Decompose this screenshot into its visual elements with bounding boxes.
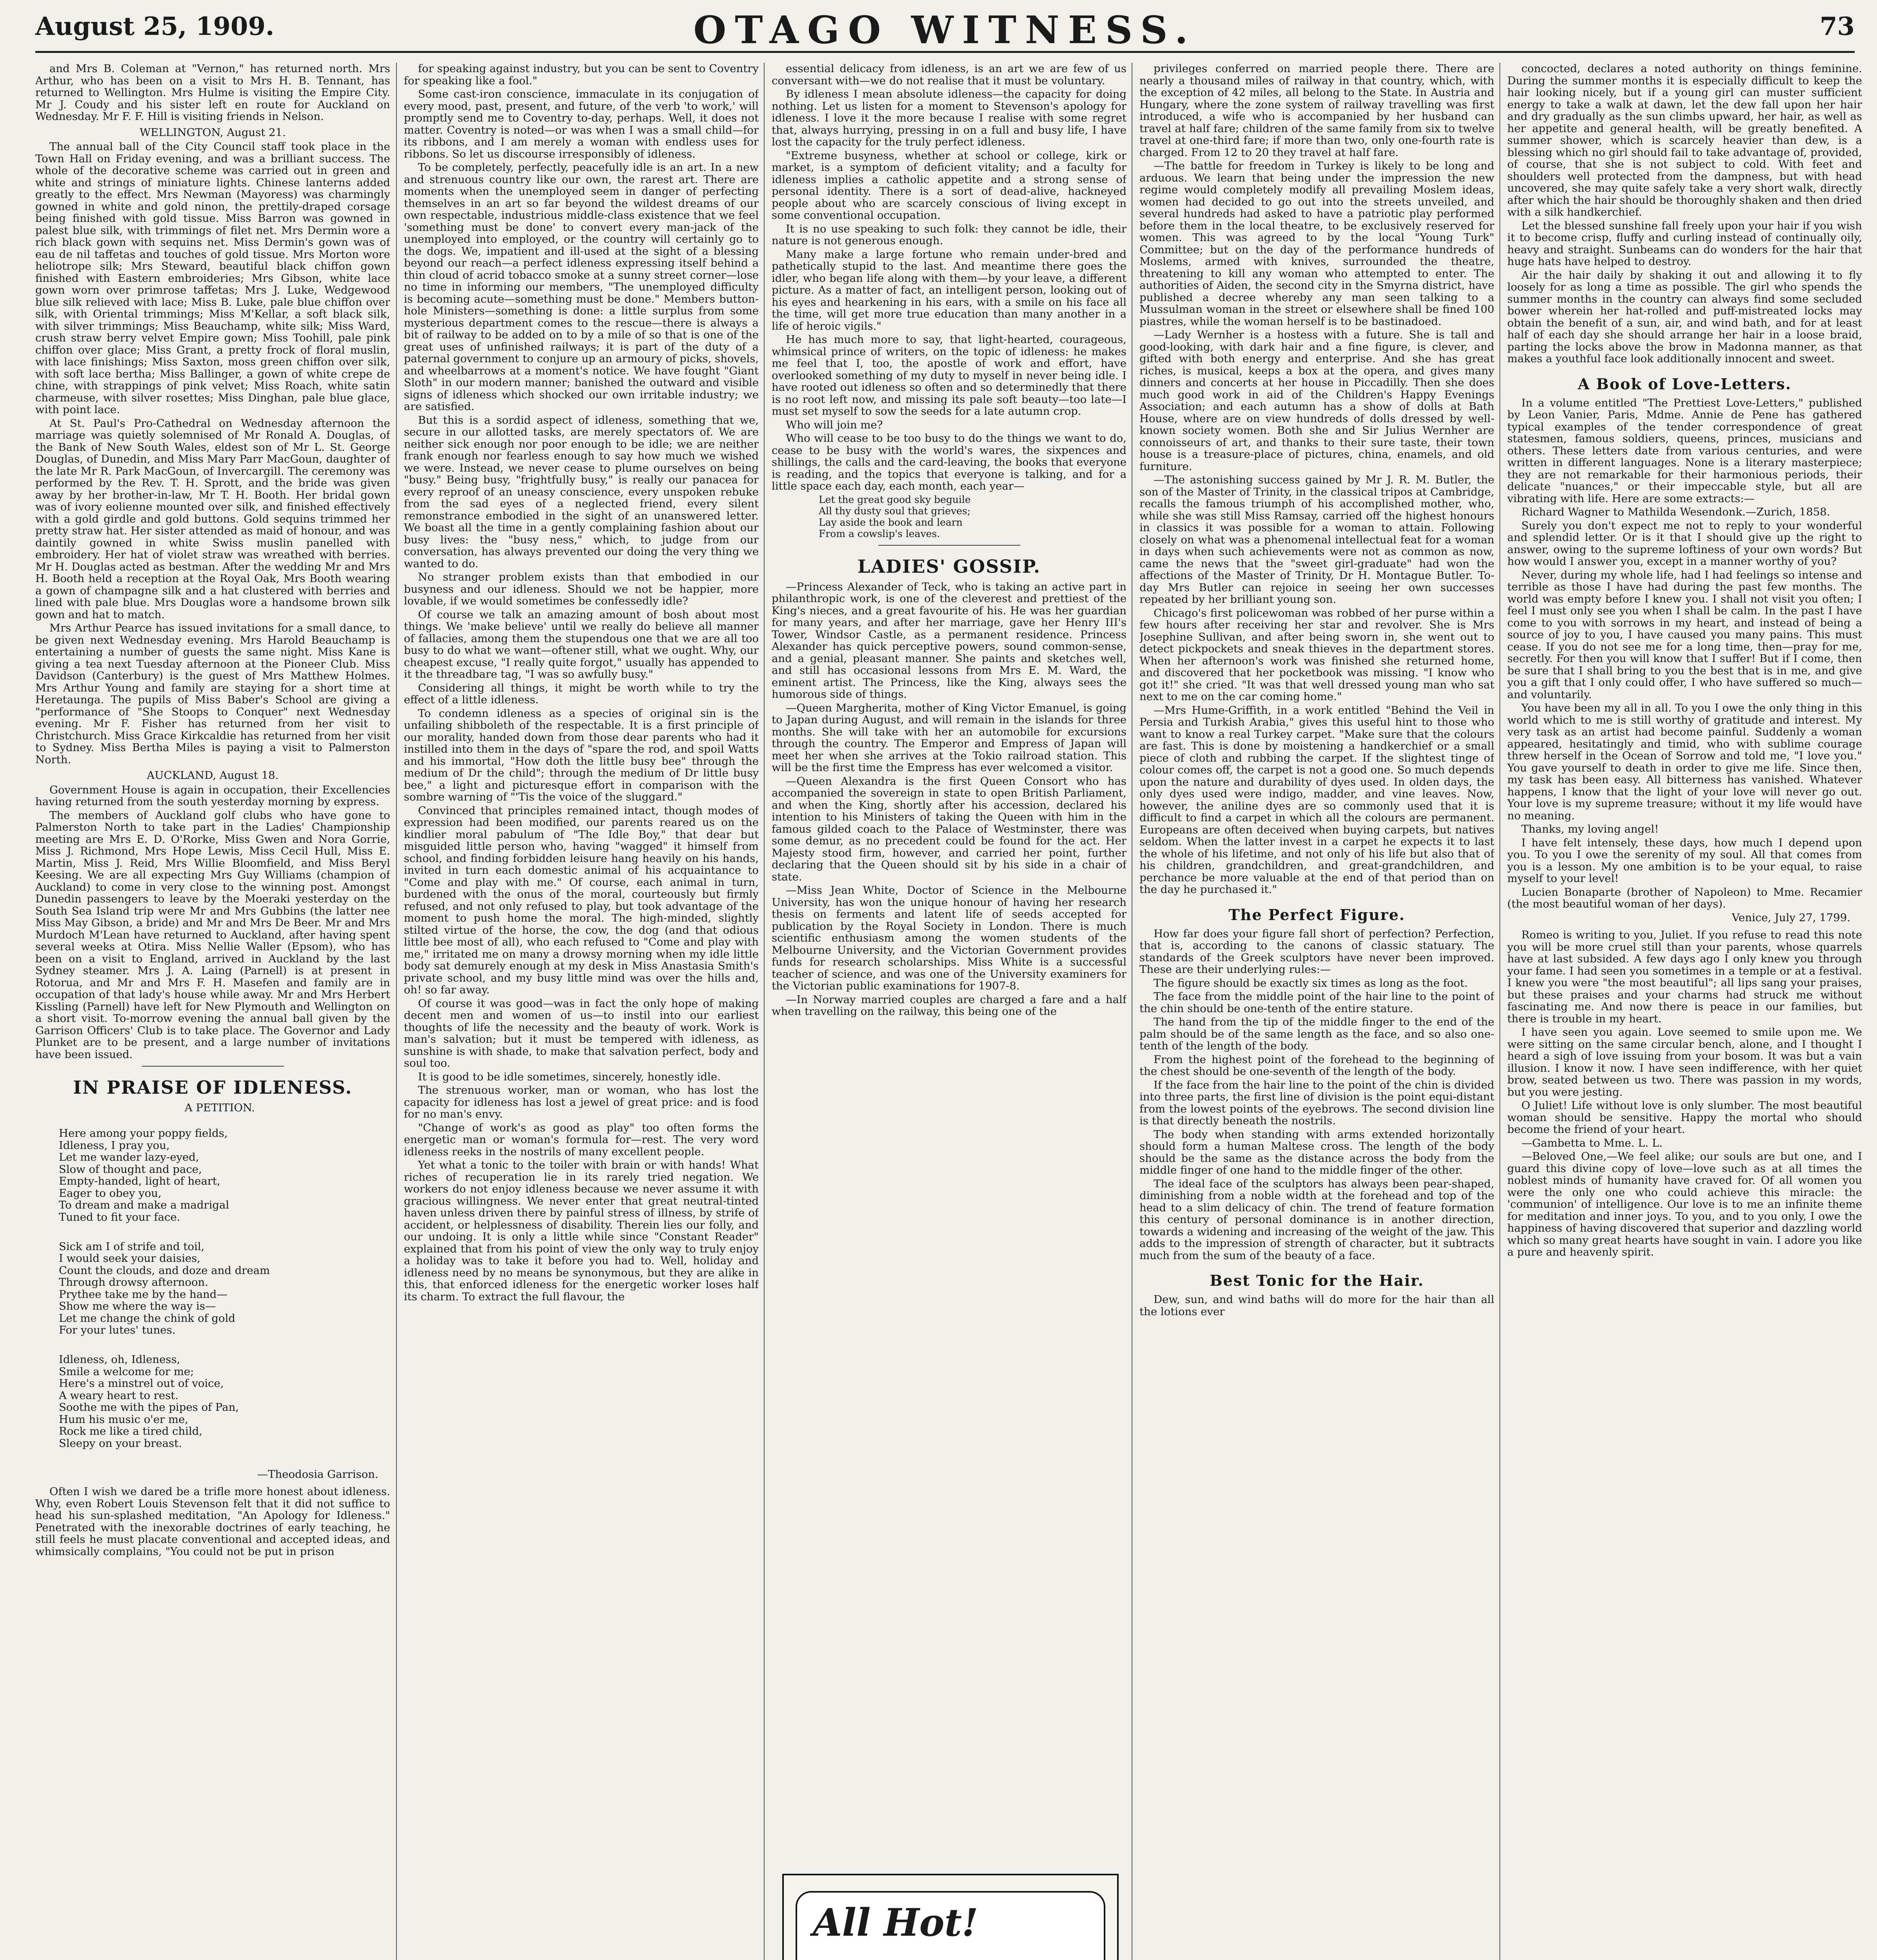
paragraph: To be completely, perfectly, peacefully idle is an art. In a new and strenuous country like our own, the rarest art. There are moments when the unemployed seem in danger of perfecting themselves in an art so far beyond the wildest dreams of our own respectable, industrious middle-class existence that we feel 'something must be done' to convert every man-jack of the unemployed into employed, or the country will certainly go to the dogs. We, impatient and ill-used at the sight of a blessing beyond our reach—a perfect idleness expressing itself behind a thin cloud of acrid tobacco smoke at a sunny street corner—lose no time in informing our members, "The unemployed difficulty is becoming acute—something must be done." Members button-hole Ministers—something is done: a little surplus from some mysterious department comes to the rescue—there is always a bit of railway to be added on to by a mile of so that is one of the great uses of unfinished railways; it is part of the duty of a paternal government to conjure up an armoury of picks, shovels, and wheelbarrows at a moment's notice. We have fought "Giant Sloth" in our modern manner; banished the outward and visible signs of idleness which shocked our own irritable industry; we are satisfied. <box>404 161 759 413</box>
paragraph: "Change of work's as good as play" too often forms the energetic man or woman's formula for—rest. The very word idleness reeks in the nostrils of many excellent people. <box>404 1121 759 1158</box>
paragraph: Of course it was good—was in fact the only hope of making decent men and women of us—to instil into our earliest thoughts of life the necessity and the beauty of work. Work is man's salvation; but it must be tempered with idleness, as sunshine is with shade, to make that salvation perfect, body and soul too. <box>404 997 759 1069</box>
paragraph: Let the blessed sunshine fall freely upon your hair if you wish it to become crisp, fluffy and curling instead of continually oily, heavy and straight. Sunbeams can do wonders for the hair that huge hats have helped to destroy. <box>1507 219 1862 268</box>
paragraph: Government House is again in occupation, their Excellencies having returned from the south yesterday morning by express. <box>35 783 390 808</box>
paragraph: The hand from the tip of the middle finger to the end of the palm should be of the same length as the face, and so also one-tenth of the length of the body. <box>1139 1016 1494 1052</box>
paragraph: No stranger problem exists than that embodied in our busyness and our idleness. Should we not be happier, more lovable, if we would sometimes be confessedly idle? <box>404 571 759 607</box>
column-rule <box>764 63 765 1960</box>
paragraph: —Beloved One,—We feel alike; our souls are but one, and I guard this divine copy of love—love such as at all times the noblest minds of humanity have craved for. Of all women you were the only one who could achieve this miracle: the 'communion' of intelligence. Our love is to me an infinite theme for meditation and inner joys. To you, and to you only, I owe the happiness of having discovered that superior and dazzling world which so many great hearts have sought in vain. I adore you like a pure and heavenly spirit. <box>1507 1150 1862 1258</box>
column-1 <box>35 63 390 1960</box>
section-divider <box>142 1066 284 1067</box>
paragraph: O Juliet! Life without love is only slumber. The most beautiful woman should be sensitive. Happy the mortal who should become the friend of your heart. <box>1507 1099 1862 1136</box>
advert-banner-text: All Hot! <box>813 1900 979 1945</box>
paragraph: If the face from the hair line to the point of the chin is divided into three parts, the first line of division is the point equi-distant from the lowest points of the eyebrows. The second division line is that directly beneath the nostrils. <box>1139 1078 1494 1127</box>
paragraph: He has much more to say, that light-hearted, courageous, whimsical prince of writers, on the topic of idleness: he makes me feel that I, too, the apostle of work and effort, have overlooked something of my duty to myself in never being idle. I have rooted out idleness so often and so determinedly that there is no root left now, and missing its pale soft beauty—too late—I must set myself to sow the seeds for a late autumn crop. <box>772 333 1127 417</box>
paragraph: Dew, sun, and wind baths will do more for the hair than all the lotions ever <box>1139 1293 1494 1318</box>
gossip-item: —Mrs Hume-Griffith, in a work entitled "Behind the Veil in Persia and Turkish Arabia," gives this useful hint to those who want to know a real Turkey carpet. "Make sure that the colours are fast. This is done by moistening a handkerchief or a small piece of cloth and rubbing the carpet. If the slightest tinge of colour comes off, the carpet is not a good one. So much depends upon the nature and durability of dyes used. In olden days, the only dyes used were indigo, madder, and vine leaves. Now, however, the aniline dyes are so commonly used that it is difficult to find a carpet in which all the colours are permanent. Europeans are often deceived when buying carpets, but natives seldom. When the latter invest in a carpet he expects it to last the whole of his lifetime, and not only of his life but also that of his children, grandchildren, and great-grandchildren, and perchance be more valuable at the end of that period than on the day he purchased it." <box>1139 704 1494 896</box>
advert-banner <box>796 1891 1105 1960</box>
paragraph: Yet what a tonic to the toiler with brain or with hands! What riches of recuperation lie in its rarely tried negation. We workers do not enjoy idleness because we never assume it with gracious willingness. We never enter that great neutral-tinted haven unless driven there by painful stress of illness, by strife of accident, or helplessness of disability. Therein lies our folly, and our undoing. It is only a little while since "Constant Reader" explained that from his point of view the only way to truly enjoy a holiday was to take it before you had to. Well, holiday and idleness need by no means be synonymous, but they are alike in this, that enforced idleness for the energetic worker loses half its charm. To extract the full flavour, the <box>404 1159 759 1303</box>
paragraph: Considering all things, it might be worth while to try the effect of a little idleness. <box>404 681 759 706</box>
paragraph: Often I wish we dared be a trifle more honest about idleness. Why, even Robert Louis Stevenson felt that it did not suffice to head his sun-splashed meditation, "An Apology for Idleness." Penetrated with the inexorable doctrines of early teaching, he still feels he must placate conventional and accepted ideas, and whimsically complains, "You could not be put in prison <box>35 1485 390 1558</box>
paragraph: To condemn idleness as a species of original sin is the unfailing shibboleth of the respectable. It is a first principle of our morality, handed down from those dear parents who had it instilled into them in the days of "spare the rod, and spoil Watts and his immortal, "How doth the little busy bee" through the medium of Dr the child"; through the medium of Dr little busy bee," a light and picturesque effort in comparison with the sombre warning of "'Tis the voice of the sluggard." <box>404 707 759 803</box>
paragraph: Some cast-iron conscience, immaculate in its conjugation of every mood, past, present, and future, of the verb 'to work,' will promptly send me to Coventry to-day, perhaps. Well, it does not matter. Coventry is noted—or was when I was a small child—for its ribbons, and I am merely a woman with endless uses for ribbons. So let us discourse irresponsibly of idleness. <box>404 88 759 160</box>
paragraph: Thanks, my loving angel! <box>1521 823 1659 835</box>
poem-stanza: Here among your poppy fields, Idleness, I pray you, Let me wander lazy-eyed, Slow of thought and pace, Empty-handed, light of heart, Eager to obey you, To dream and make a madrigal Tuned to fit your face. <box>59 1127 229 1223</box>
paragraph: Many make a large fortune who remain under-bred and pathetically stupid to the last. And meantime there goes the idler, who began life along with them—by your leave, a different picture. As a matter of fact, an intelligent person, looking out of his eyes and hearkening in his ears, with a smile on his face all the time, will get more true education than many another in a life of heroic vigils." <box>772 248 1127 332</box>
paragraph: Of course we talk an amazing amount of bosh about most things. We 'make believe' until we really do believe all manner of fallacies, among them the stupendous one that we are all too busy to do what we want—oftener still, what we ought. Why, our cheapest excuse, "I really quite forgot," usually has appended to it the threadbare tag, "I was so awfully busy." <box>404 608 759 681</box>
article-heading: A Book of Love-Letters. <box>1578 375 1792 393</box>
page-number: 73 <box>1819 12 1855 41</box>
issue-date: August 25, 1909. <box>35 12 274 41</box>
newspaper-title: OTAGO WITNESS. <box>693 8 1197 52</box>
section-divider <box>878 545 1020 546</box>
paragraph: It is good to be idle sometimes, sincerely, honestly idle. <box>418 1070 721 1083</box>
verse-quote: Let the great good sky beguile All thy dusty soul that grieves; Lay aside the book and learn From a cowslip's leaves. <box>819 494 971 539</box>
paragraph: By idleness I mean absolute idleness—the capacity for doing nothing. Let us listen for a moment to Stevenson's apology for idleness. I love it the more because I realise with some regret that, always hurrying, pressing in on a full and busy life, I have lost the capacity for the truly perfect idleness. <box>772 88 1127 148</box>
gossip-item: —Lady Wernher is a hostess with a future. She is tall and good-looking, with dark hair and a fine figure, is clever, and gifted with both energy and enterprise. And she has great riches, is musical, keeps a box at the opera, and gives many dinners and concerts at her house in Piccadilly. Then she does much good work in aid of the Children's Happy Evenings Association; and each autumn has a show of dolls at Bath House, where are on view hundreds of dolls dressed by well-known society women. Both she and Sir Julius Wernher are connoisseurs of art, and thanks to their sure taste, their town house is a treasure-place of pictures, china, enamels, and old furniture. <box>1139 328 1494 473</box>
gossip-item: —Miss Jean White, Doctor of Science in the Melbourne University, has won the unique honour of having her research thesis on ferments and latent life of seeds accepted for publication by the Royal Society in London. There is much scientific enthusiasm among the women students of the Melbourne University, and the Victorian Government provides funds for research scholarships. Miss White is a successful teacher of science, and was one of the University examiners for the Victorian public examinations for 1907-8. <box>772 884 1127 992</box>
gossip-item: —Princess Alexander of Teck, who is taking an active part in philanthropic work, is one of the cleverest and prettiest of the King's nieces, and a great favourite of his. He was her guardian for many years, and after her marriage, gave her Henry III's Tower, Windsor Castle, as a permanent residence. Princess Alexander has quick perceptive powers, sound common-sense, and a genial, pleasant manner. She paints and sketches well, and still has occasional lessons from Mrs E. M. Ward, the eminent artist. The Princess, like the King, always sees the humorous side of things. <box>772 580 1127 701</box>
article-heading: The Perfect Figure. <box>1228 906 1405 924</box>
column-rule <box>396 63 397 1960</box>
masthead <box>35 8 1855 53</box>
paragraph: The members of Auckland golf clubs who have gone to Palmerston North to take part in the Ladies' Championship meeting are Mrs E. D. O'Rorke, Miss Gwen and Nora Gorrie, Miss J. Richmond, Mrs Hope Lewis, Miss Cecil Hull, Miss E. Martin, Miss J. Reid, Mrs Willie Bloomfield, and Miss Beryl Keesing. We are all expecting Mrs Guy Williams (champion of Auckland) to come in very close to the winning post. Amongst Dunedin passengers to leave by the Moeraki yesterday on the South Sea Island trip were Mr and Mrs Gubbins (the latter nee Miss May Gibson, a bride) and Mr and Mrs De Beer. Mr and Mrs Murdoch M'Lean have returned to Auckland, after having spent several weeks at Otira. Miss Nellie Waller (Epsom), who has been on a visit to England, arrived in Auckland by the last Sydney steamer. Mrs J. A. Laing (Parnell) is at present in Rotorua, and Mr and Mrs F. H. Masefen and family are in occupation of that lady's house while away. Mr and Mrs Herbert Kissling (Parnell) have left for New Plymouth and Wellington on a short visit. To-morrow evening the annual ball given by the Garrison Officers' Club is to take place. The Governor and Lady Plunket are to be present, and a large number of invitations have been issued. <box>35 809 390 1061</box>
paragraph: At St. Paul's Pro-Cathedral on Wednesday afternoon the marriage was quietly solemnised of Mr Ronald A. Douglas, of the Bank of New South Wales, eldest son of Mr L. St. George Douglas, of Dunedin, and Miss Mary Parr MacGoun, daughter of the late Mr R. Park MacGoun, of Invercargill. The ceremony was performed by the Rev. T. H. Sprott, and the bride was given away by her brother-in-law, Mr T. H. Booth. Her bridal gown was of ivory eolienne mounted over silk, and finished effectively with a gold girdle and gold buttons. Gold sequins trimmed her pretty straw hat. Her sister attended as maid of honour, and was daintily gowned in white Swiss muslin panelled with embroidery. Her hat of violet straw was wreathed with berries. Mr H. Douglas acted as bestman. After the wedding Mr and Mrs H. Booth held a reception at the Royal Oak, Mrs Booth wearing a gown of champagne silk and a hat clustered with berries and lined with pale blue. Mrs Douglas wore a handsome brown silk gown and hat to match. <box>35 417 390 621</box>
paragraph: Air the hair daily by shaking it out and allowing it to fly loosely for as long a time as possible. The girl who spends the summer months in the country can always find some secluded bower wherein her hat-rolled and puff-mistreated locks may obtain the benefit of a sun, air, and wind bath, and for at least half of each day she should arrange her hair in a loose braid, parting the locks above the brow in Madonna manner, as that makes a youthful face look additionally innocent and sweet. <box>1507 269 1862 365</box>
paragraph: The body when standing with arms extended horizontally should form a human Maltese cross. The length of the body should be the same as the distance across the body from the middle finger of one hand to the middle finger of the other. <box>1139 1128 1494 1176</box>
letter-heading: Lucien Bonaparte (brother of Napoleon) to Mme. Recamier (the most beautiful woman of her days). <box>1507 886 1862 910</box>
gossip-item: privileges conferred on married people there. There are nearly a thousand miles of railway in that country, which, with the exception of 42 miles, all belong to the State. In Austria and Hungary, where the zone system of railway travelling was first introduced, a wife who is accompanied by her husband can travel at half fare; children of the same family from six to twelve travel at one-third fare; if more than two, only one-fourth rate is charged. From 12 to 20 they travel at half fare. <box>1139 63 1494 159</box>
column-3 <box>772 63 1127 1960</box>
paragraph: Romeo is writing to you, Juliet. If you refuse to read this note you will be more cruel still than your parents, whose quarrels have at last subsided. A few days ago I only knew you through your fame. I had seen you sometimes in a temple or at a festival. I knew you were "the most beautiful"; all lips sang your praises, but these praises and your charms had struck me without fascinating me. And now there is peace in our families, but there is trouble in my heart. <box>1507 929 1862 1025</box>
gossip-item: —In Norway married couples are charged a fare and a half when travelling on the railway, this being one of the <box>772 993 1127 1018</box>
paragraph: I have seen you again. Love seemed to smile upon me. We were sitting on the same circular bench, alone, and I thought I heard a sigh of love issuing from your bosom. It was but a vain illusion. I know it now. I have seen indifference, with her quiet brow, seated between us two. There was passion in my words, but you were jesting. <box>1507 1026 1862 1098</box>
social-notes: and Mrs B. Coleman at "Vernon," has returned north. Mrs Arthur, who has been on a visit to Mrs H. B. Tennant, has returned to Wellington. Mrs Hulme is visiting the Empire City. Mr J. Coudy and his sister left en route for Auckland on Wednesday. Mr F. F. Hill is visiting friends in Nelson. <box>35 63 390 123</box>
paragraph: The figure should be exactly six times as long as the foot. <box>1154 976 1468 989</box>
article-heading: LADIES' GOSSIP. <box>857 555 1041 577</box>
poem-author: —Theodosia Garrison. <box>257 1468 378 1481</box>
letter-heading: Richard Wagner to Mathilda Wesendonk.—Zurich, 1858. <box>1521 506 1830 518</box>
paragraph: Who will cease to be too busy to do the things we want to do, cease to be busy with the world's wares, the sixpences and shillings, the calls and the card-leaving, the books that everyone is reading, and the topics that everyone is talking, and for a little space each day, each month, each year— <box>772 432 1127 492</box>
dateline-auckland: AUCKLAND, August 18. <box>147 769 279 782</box>
paragraph: From the highest point of the forehead to the beginning of the chest should be one-seventh of the length of the body. <box>1139 1053 1494 1078</box>
paragraph: I have felt intensely, these days, how much I depend upon you. To you I owe the serenity of my soul. All that comes from you is a lesson. My one ambition is to be your equal, to raise myself to your level! <box>1507 836 1862 885</box>
column-5 <box>1507 63 1862 1960</box>
dateline-wellington: WELLINGTON, August 21. <box>140 126 286 139</box>
column-4 <box>1139 63 1494 1960</box>
paragraph: It is no use speaking to such folk: they cannot be idle, their nature is not generous enough. <box>772 222 1127 247</box>
paragraph: for speaking against industry, but you can be sent to Coventry for speaking like a fool." <box>404 63 759 87</box>
corn-flour-advert <box>782 1874 1119 1960</box>
paragraph: In a volume entitled "The Prettiest Love-Letters," published by Leon Vanier, Paris, Mdme. Annie de Pene has gathered typical examples of the tender correspondence of great statesmen, famous soldiers, queens, princes, musicians and others. These letters date from various centuries, and were written in different languages. None is a literary masterpiece; they are not remarkable for their harmonious periods, their delicate "nuances," or their impeccable style, but all are vibrating with life. Here are some extracts:— <box>1507 396 1862 505</box>
paragraph: The annual ball of the City Council staff took place in the Town Hall on Friday evening, and was a brilliant success. The whole of the decorative scheme was carried out in green and white and strings of miniature lights. Chinese lanterns added greatly to the effect. Mrs Newman (Mayoress) was charmingly gowned in white and gold ninon, the prettily-draped corsage being finished with gold tissue. Miss Barron was gowned in palest blue silk, with trimmings of filet net. Mrs Dermin wore a rich black gown with sequins net. Miss Dermin's gown was of eau de nil taffetas and touches of gold tissue. Mrs Morton wore heliotrope silk; Mrs Steward, beautiful black chiffon gown finished with Eastern embroideries; Mrs Gibson, white lace gown worn over primrose taffetas; Mrs J. Luke, Wedgewood blue silk relieved with lace; Miss B. Luke, pale blue chiffon over silk, with Oriental trimmings; Miss M'Kellar, a soft black silk, with silver trimmings; Miss Beauchamp, white silk; Miss Ward, crush straw berry velvet Empire gown; Miss Toohill, pale pink chiffon over glace; Miss Grant, a pretty frock of floral muslin, with lace finishings; Miss Saxton, moss green chiffon over silk, with soft lace bertha; Miss Ballinger, a gown of white crepe de chine, with strappings of pink velvet; Miss Roach, white satin charmeuse, with silver rosettes; Miss Dinghan, pale blue glace, with point lace. <box>35 140 390 416</box>
poem-stanza: Sick am I of strife and toil, I would seek your daisies, Count the clouds, and doze and dream Through drowsy afternoon. Prythee take me by the hand— Show me where the way is— Let me change the chink of gold For your lutes' tunes. <box>59 1240 270 1336</box>
poem-title: A PETITION. <box>184 1102 255 1114</box>
paragraph: Surely you don't expect me not to reply to your wonderful and splendid letter. Or is it that I should give up the right to answer, owing to the supreme loftiness of your own words? But how would I answer you, except in a manner worthy of you? <box>1507 519 1862 568</box>
gossip-item: Chicago's first policewoman was robbed of her purse within a few hours after receiving her star and revolver. She is Mrs Josephine Sullivan, and after being sworn in, she went out to detect pickpockets and sneak thieves in the department stores. When her afternoon's work was finished she returned home, and discovered that her pocketbook was missing. "I know who got it!" she cried. "It was that well dressed young man who sat next to me on the car coming home." <box>1139 606 1494 703</box>
poem-stanza: Idleness, oh, Idleness, Smile a welcome for me; Here's a minstrel out of voice, A weary heart to rest. Soothe me with the pipes of Pan, Hum his music o'er me, Rock me like a tired child, Sleepy on your breast. <box>59 1353 239 1450</box>
paragraph: But this is a sordid aspect of idleness, something that we, secure in our allotted tasks, are merely spectators of. We are neither sick enough nor poor enough to be idle; we are neither frank enough nor fearless enough to say how much we wished we were. Instead, we never cease to plume ourselves on being "busy." Being busy, "frightfully busy," is really our panacea for every reproof of an uneasy conscience, every unspoken rebuke from the sad eyes of a neglected friend, every silent remonstrance embodied in the sight of an unanswered letter. We boast all the time in a gently complaining fashion about our busy lives: the "busy ness," which, to judge from our conversation, has always prevented our doing the very thing we wanted to do. <box>404 414 759 570</box>
gossip-item: —Queen Margherita, mother of King Victor Emanuel, is going to Japan during August, and will remain in the islands for three months. She will take with her an automobile for excursions through the country. The Emperor and Empress of Japan will meet her when she arrives at the Tokio railroad station. This will be the first time the Empress has ever welcomed a visitor. <box>772 701 1127 774</box>
paragraph: Convinced that principles remained intact, though modes of expression had been modified, our parents reared us on the kindlier moral pabulum of "The Idle Boy," that dear but misguided little person who, having "wagged" it himself from school, and finding forbidden leisure hang heavily on his hands, invited in turn each domestic animal of his acquaintance to "Come and play with me." Of course, each animal in turn, burdened with the onus of the moral, courteously but firmly refused, and not only refused to play, but took advantage of the moment to push home the moral. The high-minded, slightly stilted virtue of the horse, the cow, the dog (and that odious little bee most of all), who each refused to "Come and play with me," irritated me on many a drowsy morning when my idle little body sat demurely enough at my desk in Miss Anastasia Smith's private school, and my busy little mind was over the hills and, oh! so far away. <box>404 804 759 996</box>
paragraph: Who will join me? <box>786 418 883 431</box>
paragraph: essential delicacy from idleness, is an art we are few of us conversant with—we do not realise that it must be voluntary. <box>772 63 1127 87</box>
gossip-item: —The astonishing success gained by Mr J. R. M. Butler, the son of the Master of Trinity, in the classical tripos at Cambridge, recalls the famous triumph of his accomplished mother, who, while she was still Miss Ramsay, carried off the highest honours in classics it was possible for a woman to attain. Following closely on what was a phenomenal intellectual feat for a woman in days when such achievements were not as common as now, came the news that the "sweet girl-graduate" had won the affections of the Master of Trinity, Dr H. Montague Butler. To-day Mrs Butler can rejoice in seeing her own successes repeated by her brilliant young son. <box>1139 474 1494 606</box>
paragraph: Mrs Arthur Pearce has issued invitations for a small dance, to be given next Wednesday evening. Mrs Harold Beauchamp is entertaining a number of guests the same night. Miss Kane is giving a tea next Tuesday afternoon at the Pioneer Club. Miss Davidson (Canterbury) is the guest of Mrs Matthew Holmes. Mrs Arthur Young and family are staying for a short time at Heretaunga. The pupils of Miss Baber's School are giving a "performance of "She Stoops to Conquer" next Wednesday evening. Mr F. Fisher has returned from her visit to Christchurch. Miss Grace Kirkcaldie has returned from her visit to Sydney. Miss Bertha Miles is paying a visit to Palmerston North. <box>35 622 390 766</box>
paragraph: You have been my all in all. To you I owe the only thing in this world which to me is still worthy of gratitude and interest. My very task as an artist had become painful. Suddenly a woman appeared, hesitatingly and timid, who with sublime courage threw herself in the Ocean of Sorrow and told me, "I love you." You gave yourself to death in order to give me life. Since then, my task has been easy. All bitterness has vanished. Whatever happens, I know that the light of your love will never go out. Your love is my supreme treasure; without it my life would have no meaning. <box>1507 702 1862 822</box>
gossip-item: —The battle for freedom in Turkey is likely to be long and arduous. We learn that being under the impression the new regime would completely modify all prevailing Moslem ideas, women had decided to go out into the streets unveiled, and several hundreds had asked to have a patriotic play performed before them in the local theatre, to be exclusively reserved for women. This was agreed to by the local "Young Turk" Committee; but on the day of the performance hundreds of Moslems, armed with knives, surrounded the theatre, threatening to kill any woman who attempted to enter. The authorities of Aiden, the second city in the Smyrna district, have published a decree whereby any man seen talking to a Mussulman woman in the street or elsewhere shall be fined 100 piastres, while the woman herself is to be bastinadoed. <box>1139 160 1494 328</box>
letter-date: Venice, July 27, 1799. <box>1732 911 1850 924</box>
paragraph: How far does your figure fall short of perfection? Perfection, that is, according to the canons of classic statuary. The standards of the Greek sculptors have never been improved. These are their underlying rules:— <box>1139 927 1494 976</box>
column-2 <box>404 63 759 1960</box>
column-rule <box>1499 63 1500 1960</box>
paragraph: The strenuous worker, man or woman, who has lost the capacity for idleness has lost a jewel of great price: and is food for no man's envy. <box>404 1084 759 1120</box>
paragraph: Never, during my whole life, had I had feelings so intense and terrible as those I have had during the past few months. The world was empty before I knew you. I shall not visit you often; I feel I must only see you when I shall be calm. In the past I have come to you with sorrows in my heart, and instead of being a source of joy to you, I have caused you many pains. This must cease. If you do not see me for a long time, then—pray for me, secretly. For then you will know that I suffer! But if I come, then be sure that I shall bring to you the best that is in me, and give you a gift that I only could offer, I who have suffered so much—and voluntarily. <box>1507 568 1862 701</box>
letter-heading: —Gambetta to Mme. L. L. <box>1521 1136 1663 1149</box>
paragraph: The ideal face of the sculptors has always been pear-shaped, diminishing from a noble width at the forehead and top of the head to a slim delicacy of chin. The trend of feature formation this century of personal dominance is in another direction, towards a widening and increasing of the weight of the jaw. This adds to the impression of strength of character, but it subtracts much from the sum of the beauty of a face. <box>1139 1177 1494 1262</box>
paragraph: concocted, declares a noted authority on things feminine. During the summer months it is especially difficult to keep the hair looking nicely, but if a young girl can muster sufficient energy to take a walk at dawn, let the dew fall upon her hair and dry gradually as the sun climbs upward, her hair, as well as her appetite and general health, will be greatly benefited. A summer shower, which is scarcely heavier than dew, is a blessing which no girl should fail to take advantage of, provided, of course, that she is not subject to cold. With feet and shoulders well protected from the dampness, but with head uncovered, she may quite safely take a very short walk, directly after which the hair should be thoroughly shaken and then dried with a silk handkerchief. <box>1507 63 1862 218</box>
poem <box>59 1116 390 1467</box>
article-heading: IN PRAISE OF IDLENESS. <box>73 1077 353 1098</box>
gossip-item: —Queen Alexandra is the first Queen Consort who has accompanied the sovereign in state to open British Parliament, and when the King, shortly after his accession, declared his intention to his Ministers of taking the Queen with him in the famous gilded coach to the Palace of Westminster, there was some demur, as no precedent could be found for the act. Her Majesty stood firm, however, and carried her point, further declaring that the Queen should sit by his side in a chair of state. <box>772 775 1127 883</box>
paragraph: "Extreme busyness, whether at school or college, kirk or market, is a symptom of deficient vitality; and a faculty for idleness implies a catholic appetite and a strong sense of personal identity. There is a sort of dead-alive, hackneyed people about who are scarcely conscious of living except in some conventional occupation. <box>772 149 1127 221</box>
paragraph: The face from the middle point of the hair line to the point of the chin should be one-tenth of the entire stature. <box>1139 990 1494 1015</box>
article-heading: Best Tonic for the Hair. <box>1210 1272 1424 1289</box>
